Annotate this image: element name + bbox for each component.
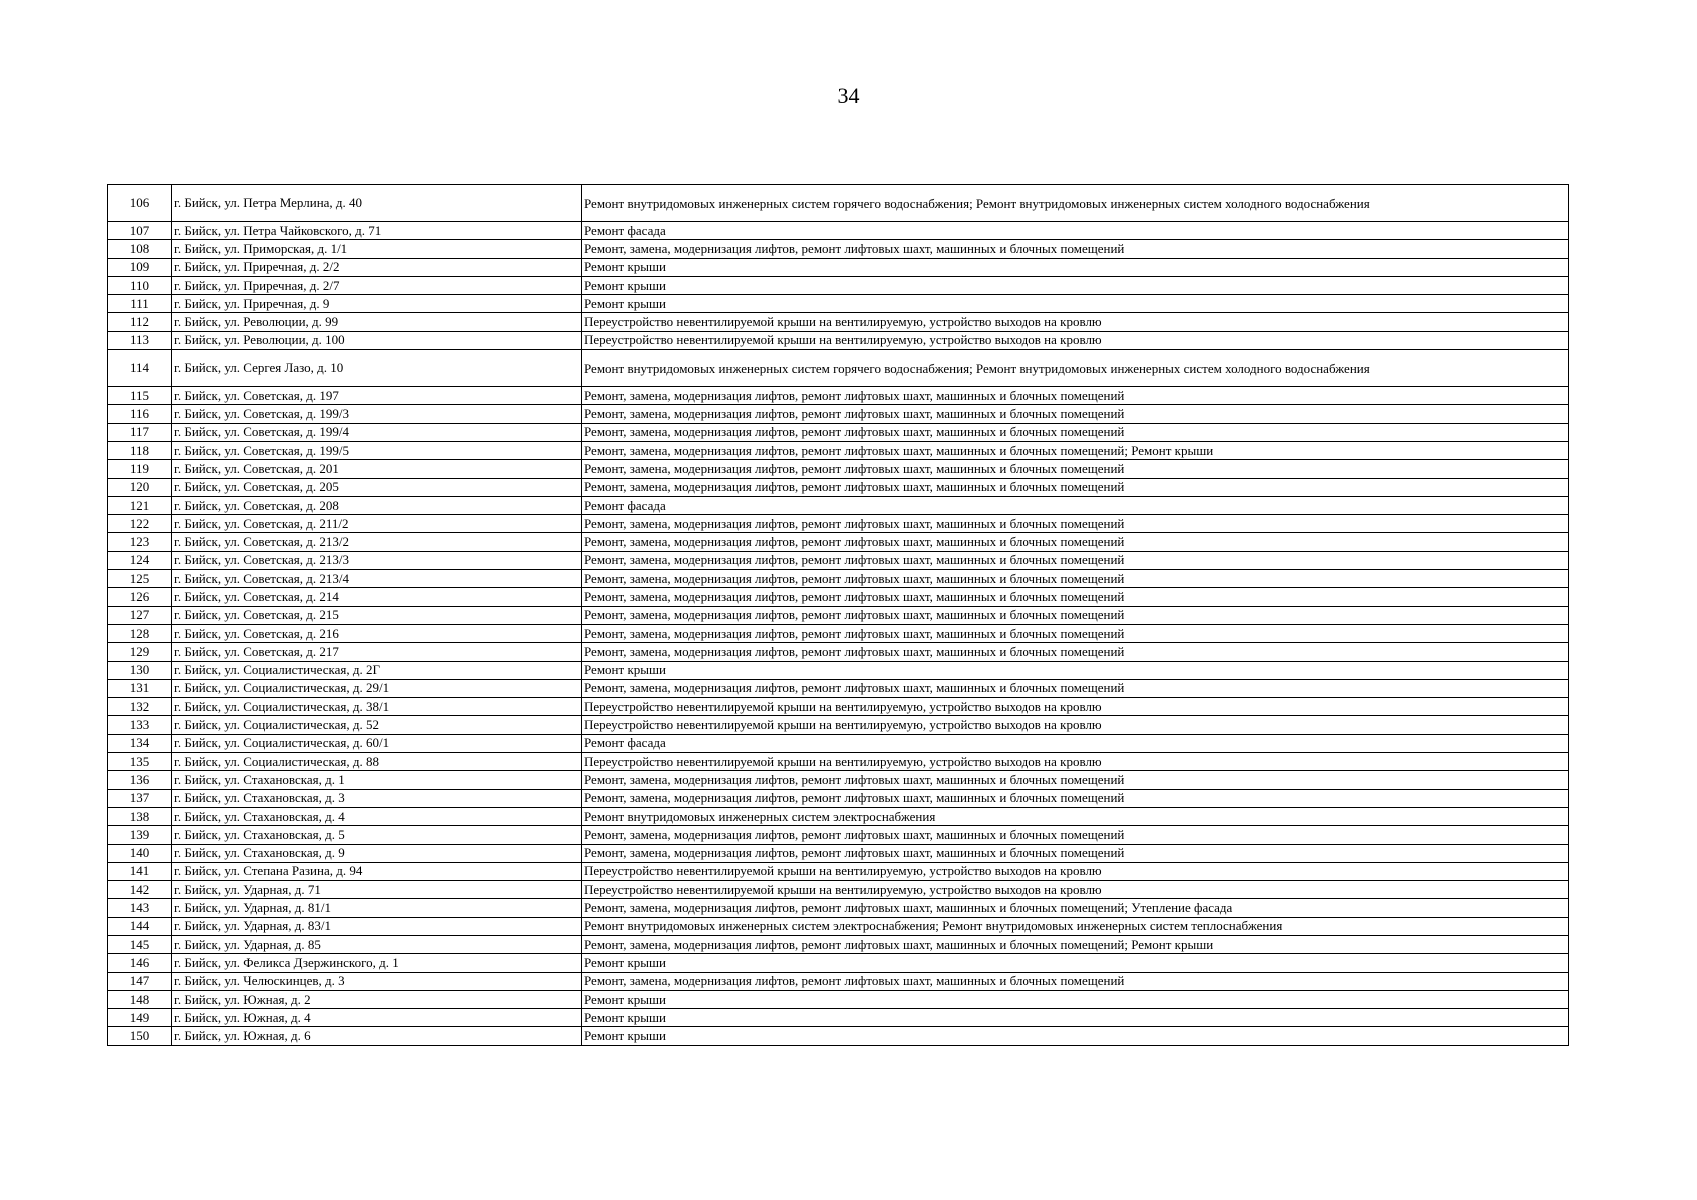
work-type-cell: Ремонт внутридомовых инженерных систем электроснабжения	[582, 807, 1569, 825]
address-cell: г. Бийск, ул. Южная, д. 4	[172, 1009, 582, 1027]
work-type-cell: Ремонт, замена, модернизация лифтов, ремонт лифтовых шахт, машинных и блочных помещений	[582, 789, 1569, 807]
work-type-cell: Ремонт крыши	[582, 258, 1569, 276]
address-cell: г. Бийск, ул. Социалистическая, д. 88	[172, 753, 582, 771]
table-row	[108, 588, 1569, 606]
row-number-cell: 114	[108, 350, 172, 387]
table-row	[108, 1027, 1569, 1045]
work-type-cell: Ремонт, замена, модернизация лифтов, ремонт лифтовых шахт, машинных и блочных помещений	[582, 515, 1569, 533]
work-type-cell: Ремонт, замена, модернизация лифтов, ремонт лифтовых шахт, машинных и блочных помещений	[582, 606, 1569, 624]
work-type-cell: Ремонт, замена, модернизация лифтов, ремонт лифтовых шахт, машинных и блочных помещений; Утепление фасада	[582, 899, 1569, 917]
work-type-cell: Ремонт внутридомовых инженерных систем горячего водоснабжения; Ремонт внутридомовых инженерных систем холодного водоснабжения	[582, 350, 1569, 387]
row-number-cell: 116	[108, 405, 172, 423]
address-cell: г. Бийск, ул. Советская, д. 216	[172, 624, 582, 642]
table-row	[108, 1009, 1569, 1027]
work-type-cell: Ремонт, замена, модернизация лифтов, ремонт лифтовых шахт, машинных и блочных помещений; Ремонт крыши	[582, 441, 1569, 459]
address-cell: г. Бийск, ул. Социалистическая, д. 60/1	[172, 734, 582, 752]
work-type-cell: Ремонт, замена, модернизация лифтов, ремонт лифтовых шахт, машинных и блочных помещений	[582, 679, 1569, 697]
table-row	[108, 551, 1569, 569]
table-row	[108, 935, 1569, 953]
row-number-cell: 124	[108, 551, 172, 569]
work-type-cell: Ремонт, замена, модернизация лифтов, ремонт лифтовых шахт, машинных и блочных помещений	[582, 387, 1569, 405]
address-cell: г. Бийск, ул. Приречная, д. 2/2	[172, 258, 582, 276]
table-row	[108, 826, 1569, 844]
work-type-cell: Ремонт, замена, модернизация лифтов, ремонт лифтовых шахт, машинных и блочных помещений; Ремонт крыши	[582, 935, 1569, 953]
row-number-cell: 140	[108, 844, 172, 862]
work-type-cell: Ремонт внутридомовых инженерных систем электроснабжения; Ремонт внутридомовых инженерных систем теплоснабжения	[582, 917, 1569, 935]
table-row	[108, 972, 1569, 990]
address-cell: г. Бийск, ул. Революции, д. 100	[172, 331, 582, 349]
work-type-cell: Ремонт крыши	[582, 990, 1569, 1008]
work-type-cell: Ремонт, замена, модернизация лифтов, ремонт лифтовых шахт, машинных и блочных помещений	[582, 551, 1569, 569]
table-row	[108, 734, 1569, 752]
work-type-cell: Ремонт крыши	[582, 1027, 1569, 1045]
address-cell: г. Бийск, ул. Советская, д. 213/2	[172, 533, 582, 551]
address-cell: г. Бийск, ул. Советская, д. 199/4	[172, 423, 582, 441]
work-type-cell: Переустройство невентилируемой крыши на вентилируемую, устройство выходов на кровлю	[582, 716, 1569, 734]
table-row	[108, 807, 1569, 825]
work-type-cell: Ремонт, замена, модернизация лифтов, ремонт лифтовых шахт, машинных и блочных помещений	[582, 423, 1569, 441]
row-number-cell: 149	[108, 1009, 172, 1027]
work-type-cell: Ремонт фасада	[582, 222, 1569, 240]
row-number-cell: 131	[108, 679, 172, 697]
address-cell: г. Бийск, ул. Степана Разина, д. 94	[172, 862, 582, 880]
row-number-cell: 129	[108, 643, 172, 661]
address-cell: г. Бийск, ул. Советская, д. 197	[172, 387, 582, 405]
work-type-cell: Ремонт, замена, модернизация лифтов, ремонт лифтовых шахт, машинных и блочных помещений	[582, 588, 1569, 606]
table-row	[108, 789, 1569, 807]
table-row	[108, 698, 1569, 716]
table-row	[108, 185, 1569, 222]
table-row	[108, 679, 1569, 697]
row-number-cell: 132	[108, 698, 172, 716]
work-type-cell: Ремонт, замена, модернизация лифтов, ремонт лифтовых шахт, машинных и блочных помещений	[582, 478, 1569, 496]
row-number-cell: 138	[108, 807, 172, 825]
work-type-cell: Переустройство невентилируемой крыши на вентилируемую, устройство выходов на кровлю	[582, 313, 1569, 331]
table-body	[108, 185, 1569, 1046]
work-type-cell: Ремонт крыши	[582, 661, 1569, 679]
address-cell: г. Бийск, ул. Стахановская, д. 1	[172, 771, 582, 789]
address-cell: г. Бийск, ул. Челюскинцев, д. 3	[172, 972, 582, 990]
work-type-cell: Переустройство невентилируемой крыши на вентилируемую, устройство выходов на кровлю	[582, 331, 1569, 349]
table-row	[108, 643, 1569, 661]
address-cell: г. Бийск, ул. Сергея Лазо, д. 10	[172, 350, 582, 387]
work-type-cell: Ремонт, замена, модернизация лифтов, ремонт лифтовых шахт, машинных и блочных помещений	[582, 533, 1569, 551]
address-cell: г. Бийск, ул. Ударная, д. 85	[172, 935, 582, 953]
address-cell: г. Бийск, ул. Советская, д. 214	[172, 588, 582, 606]
row-number-cell: 120	[108, 478, 172, 496]
work-type-cell: Переустройство невентилируемой крыши на вентилируемую, устройство выходов на кровлю	[582, 862, 1569, 880]
address-cell: г. Бийск, ул. Южная, д. 6	[172, 1027, 582, 1045]
row-number-cell: 145	[108, 935, 172, 953]
row-number-cell: 128	[108, 624, 172, 642]
table-row	[108, 276, 1569, 294]
work-type-cell: Ремонт крыши	[582, 295, 1569, 313]
work-type-cell: Переустройство невентилируемой крыши на вентилируемую, устройство выходов на кровлю	[582, 753, 1569, 771]
work-type-cell: Ремонт фасада	[582, 496, 1569, 514]
row-number-cell: 121	[108, 496, 172, 514]
address-cell: г. Бийск, ул. Южная, д. 2	[172, 990, 582, 1008]
repair-works-table	[107, 184, 1569, 1046]
row-number-cell: 107	[108, 222, 172, 240]
table-row	[108, 295, 1569, 313]
row-number-cell: 122	[108, 515, 172, 533]
row-number-cell: 109	[108, 258, 172, 276]
work-type-cell: Ремонт, замена, модернизация лифтов, ремонт лифтовых шахт, машинных и блочных помещений	[582, 844, 1569, 862]
work-type-cell: Ремонт крыши	[582, 954, 1569, 972]
address-cell: г. Бийск, ул. Ударная, д. 83/1	[172, 917, 582, 935]
row-number-cell: 150	[108, 1027, 172, 1045]
address-cell: г. Бийск, ул. Приморская, д. 1/1	[172, 240, 582, 258]
table-row	[108, 460, 1569, 478]
address-cell: г. Бийск, ул. Советская, д. 215	[172, 606, 582, 624]
address-cell: г. Бийск, ул. Революции, д. 99	[172, 313, 582, 331]
row-number-cell: 137	[108, 789, 172, 807]
row-number-cell: 135	[108, 753, 172, 771]
table-row	[108, 606, 1569, 624]
table-row	[108, 899, 1569, 917]
address-cell: г. Бийск, ул. Советская, д. 211/2	[172, 515, 582, 533]
page-number: 34	[837, 83, 860, 108]
row-number-cell: 134	[108, 734, 172, 752]
work-type-cell: Ремонт, замена, модернизация лифтов, ремонт лифтовых шахт, машинных и блочных помещений	[582, 643, 1569, 661]
address-cell: г. Бийск, ул. Феликса Дзержинского, д. 1	[172, 954, 582, 972]
row-number-cell: 113	[108, 331, 172, 349]
work-type-cell: Ремонт крыши	[582, 1009, 1569, 1027]
table-row	[108, 331, 1569, 349]
row-number-cell: 119	[108, 460, 172, 478]
address-cell: г. Бийск, ул. Стахановская, д. 9	[172, 844, 582, 862]
row-number-cell: 147	[108, 972, 172, 990]
work-type-cell: Ремонт крыши	[582, 276, 1569, 294]
address-cell: г. Бийск, ул. Стахановская, д. 5	[172, 826, 582, 844]
table-row	[108, 258, 1569, 276]
table-row	[108, 533, 1569, 551]
work-type-cell: Ремонт, замена, модернизация лифтов, ремонт лифтовых шахт, машинных и блочных помещений	[582, 624, 1569, 642]
row-number-cell: 111	[108, 295, 172, 313]
table-row	[108, 570, 1569, 588]
table-row	[108, 917, 1569, 935]
table-row	[108, 423, 1569, 441]
row-number-cell: 142	[108, 881, 172, 899]
address-cell: г. Бийск, ул. Советская, д. 201	[172, 460, 582, 478]
table-row	[108, 771, 1569, 789]
row-number-cell: 130	[108, 661, 172, 679]
table-row	[108, 881, 1569, 899]
row-number-cell: 126	[108, 588, 172, 606]
address-cell: г. Бийск, ул. Социалистическая, д. 2Г	[172, 661, 582, 679]
work-type-cell: Ремонт, замена, модернизация лифтов, ремонт лифтовых шахт, машинных и блочных помещений	[582, 240, 1569, 258]
address-cell: г. Бийск, ул. Ударная, д. 71	[172, 881, 582, 899]
row-number-cell: 123	[108, 533, 172, 551]
table-row	[108, 990, 1569, 1008]
work-type-cell: Ремонт, замена, модернизация лифтов, ремонт лифтовых шахт, машинных и блочных помещений	[582, 972, 1569, 990]
address-cell: г. Бийск, ул. Приречная, д. 2/7	[172, 276, 582, 294]
row-number-cell: 110	[108, 276, 172, 294]
address-cell: г. Бийск, ул. Приречная, д. 9	[172, 295, 582, 313]
address-cell: г. Бийск, ул. Советская, д. 217	[172, 643, 582, 661]
table-row	[108, 661, 1569, 679]
address-cell: г. Бийск, ул. Социалистическая, д. 52	[172, 716, 582, 734]
table-row	[108, 954, 1569, 972]
table-row	[108, 405, 1569, 423]
address-cell: г. Бийск, ул. Советская, д. 199/3	[172, 405, 582, 423]
address-cell: г. Бийск, ул. Советская, д. 213/4	[172, 570, 582, 588]
table-row	[108, 387, 1569, 405]
address-cell: г. Бийск, ул. Социалистическая, д. 29/1	[172, 679, 582, 697]
work-type-cell: Ремонт, замена, модернизация лифтов, ремонт лифтовых шахт, машинных и блочных помещений	[582, 826, 1569, 844]
address-cell: г. Бийск, ул. Петра Чайковского, д. 71	[172, 222, 582, 240]
table-row	[108, 716, 1569, 734]
row-number-cell: 118	[108, 441, 172, 459]
work-type-cell: Ремонт, замена, модернизация лифтов, ремонт лифтовых шахт, машинных и блочных помещений	[582, 460, 1569, 478]
row-number-cell: 108	[108, 240, 172, 258]
address-cell: г. Бийск, ул. Советская, д. 213/3	[172, 551, 582, 569]
address-cell: г. Бийск, ул. Советская, д. 208	[172, 496, 582, 514]
table-row	[108, 313, 1569, 331]
row-number-cell: 117	[108, 423, 172, 441]
row-number-cell: 127	[108, 606, 172, 624]
table-row	[108, 862, 1569, 880]
row-number-cell: 136	[108, 771, 172, 789]
table-row	[108, 350, 1569, 387]
table-row	[108, 240, 1569, 258]
work-type-cell: Ремонт, замена, модернизация лифтов, ремонт лифтовых шахт, машинных и блочных помещений	[582, 405, 1569, 423]
address-cell: г. Бийск, ул. Стахановская, д. 3	[172, 789, 582, 807]
row-number-cell: 144	[108, 917, 172, 935]
row-number-cell: 112	[108, 313, 172, 331]
row-number-cell: 148	[108, 990, 172, 1008]
table-row	[108, 844, 1569, 862]
row-number-cell: 143	[108, 899, 172, 917]
row-number-cell: 106	[108, 185, 172, 222]
work-type-cell: Ремонт фасада	[582, 734, 1569, 752]
work-type-cell: Ремонт внутридомовых инженерных систем горячего водоснабжения; Ремонт внутридомовых инженерных систем холодного водоснабжения	[582, 185, 1569, 222]
work-type-cell: Переустройство невентилируемой крыши на вентилируемую, устройство выходов на кровлю	[582, 881, 1569, 899]
row-number-cell: 115	[108, 387, 172, 405]
work-type-cell: Переустройство невентилируемой крыши на вентилируемую, устройство выходов на кровлю	[582, 698, 1569, 716]
row-number-cell: 139	[108, 826, 172, 844]
work-type-cell: Ремонт, замена, модернизация лифтов, ремонт лифтовых шахт, машинных и блочных помещений	[582, 570, 1569, 588]
address-cell: г. Бийск, ул. Ударная, д. 81/1	[172, 899, 582, 917]
address-cell: г. Бийск, ул. Советская, д. 199/5	[172, 441, 582, 459]
address-cell: г. Бийск, ул. Стахановская, д. 4	[172, 807, 582, 825]
work-type-cell: Ремонт, замена, модернизация лифтов, ремонт лифтовых шахт, машинных и блочных помещений	[582, 771, 1569, 789]
row-number-cell: 125	[108, 570, 172, 588]
table-row	[108, 478, 1569, 496]
table-row	[108, 496, 1569, 514]
address-cell: г. Бийск, ул. Советская, д. 205	[172, 478, 582, 496]
table-row	[108, 441, 1569, 459]
row-number-cell: 141	[108, 862, 172, 880]
address-cell: г. Бийск, ул. Социалистическая, д. 38/1	[172, 698, 582, 716]
table-row	[108, 753, 1569, 771]
row-number-cell: 146	[108, 954, 172, 972]
table-row	[108, 222, 1569, 240]
row-number-cell: 133	[108, 716, 172, 734]
table-row	[108, 515, 1569, 533]
table-row	[108, 624, 1569, 642]
address-cell: г. Бийск, ул. Петра Мерлина, д. 40	[172, 185, 582, 222]
